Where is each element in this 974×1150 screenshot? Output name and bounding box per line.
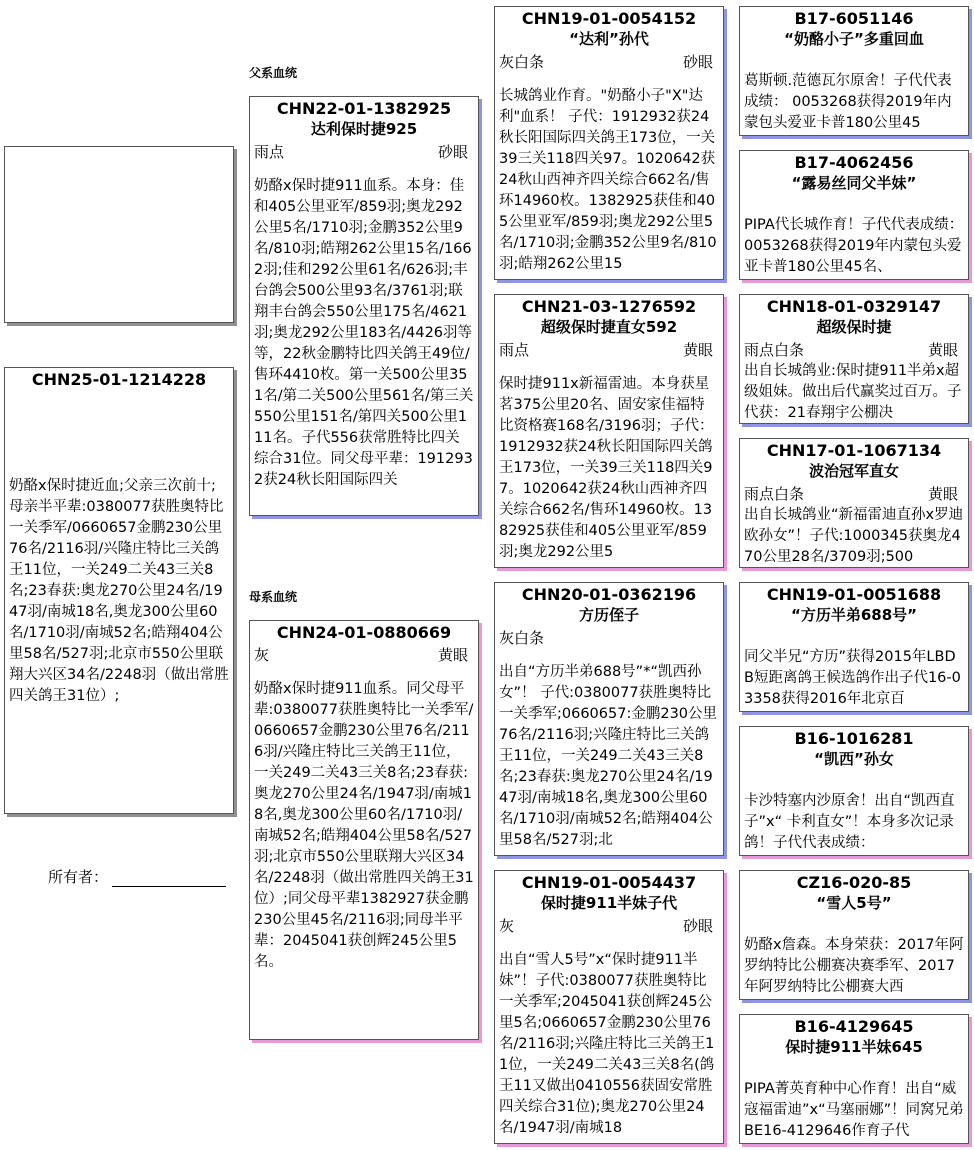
dam-sire-dam-card (739, 726, 969, 856)
sds-traits (740, 339, 968, 361)
dam-line-label: 母系血统 (249, 590, 298, 604)
sss-description: 葛斯顿.范德瓦尔原舍！子代代表成绩： 0053268获得2019年内蒙包头爱亚卡普180公里45 (744, 73, 952, 131)
sire-dam-eye: 黄眼 (682, 341, 713, 359)
sds-eye: 黄眼 (927, 341, 958, 359)
dam-dam-description: 出自“雪人5号”x“保时捷911半妹”！子代:0380077获胜奥特比一关季军;2045041获创辉245公里5名;0660657金鹏230公里76名/2116羽;兴隆庄特比三关鸽王11位，一关249二关43三关8名(鸽王11又做出0410556获固安常胜四关综合31位);奥龙270公里24名/1947羽/南城18 (499, 952, 715, 1136)
dss-name: “方历半弟688号” (790, 606, 918, 624)
sdd-traits (740, 483, 968, 505)
ssd-ring-number: B17-4062456 (794, 153, 914, 172)
sire-dam-sire-card (739, 294, 969, 424)
owner-field (48, 866, 226, 887)
sdd-eye: 黄眼 (927, 485, 958, 503)
ssd-description: PIPA代长城作育！子代代表成绩： 0053268获得2019年内蒙包头爱亚卡普180公里45名、 (744, 217, 964, 275)
sire-description: 奶酪x保时捷911血系。本身：佳和405公里亚军/859羽;奥龙292公里5名/1710羽;金鹏352公里9名/810羽;皓翔262公里15名/1662羽;佳和292公里61名/626羽;丰台鸽会500公里93名/3761羽;联翔丰台鸽会550公里175名/4621羽;奥龙292公里183名/4426羽等等，22秋金鹏特比四关鸽王49位/售环4410枚。第一关500公里351名/第二关500公里561名/第三关550公里151名/第四关500公里111名。子代556获常胜特比四关综合31位。同父母平辈：1912932获24秋长阳国际四关 (254, 178, 474, 488)
sire-sire-description: 长城鸽业作育。"奶酪小子"X"达利"血系！ 子代：1912932获24秋长阳国际四关鸽王173位，一关39三关118四关97。1020642获24秋山西神齐四关综合662名/售环14960枚。1382925获佳和405公里亚军/859羽;奥龙292公里5名/1710羽;金鹏352公里9名/810羽;皓翔262公里15 (499, 88, 717, 272)
dam-sire-card (494, 582, 724, 856)
sds-color: 雨点白条 (744, 341, 805, 359)
dam-sire-ring-number: CHN20-01-0362196 (521, 585, 697, 604)
dam-sire-color: 灰白条 (499, 629, 545, 647)
sire-sire-card (494, 6, 724, 280)
dam-dam-sire-card (739, 870, 969, 1000)
dam-color: 灰 (254, 646, 270, 664)
dam-dam-traits (495, 915, 723, 937)
dam-traits (250, 644, 478, 666)
sdd-description: 出自长城鸽业“新福雷迪直孙x罗迪欧孙女”！子代:1000345获奥龙470公里28名/3709羽;500 (744, 507, 964, 565)
dam-dam-dam-card (739, 1014, 969, 1144)
sire-dam-ring-number: CHN21-03-1276592 (521, 297, 697, 316)
sire-sire-color: 灰白条 (499, 53, 545, 71)
sire-dam-traits (495, 339, 723, 361)
sss-name: “奶酪小子”多重回血 (784, 30, 924, 48)
owner-label: 所有者： (48, 868, 109, 886)
sds-name: 超级保时捷 (816, 318, 892, 336)
dam-dam-eye: 砂眼 (682, 917, 713, 935)
sire-sire-traits (495, 51, 723, 73)
dam-dam-ring-number: CHN19-01-0054437 (521, 873, 697, 892)
sire-card (249, 96, 479, 516)
sds-description: 出自长城鸽业:保时捷911半弟x超级姐妹。做出后代赢奖过百万。子代获：21春翔宇公棚决 (744, 363, 962, 421)
dss-ring-number: CHN19-01-0051688 (766, 585, 942, 604)
sss-ring-number: B17-6051146 (794, 9, 914, 28)
owner-signature-line[interactable] (112, 868, 226, 887)
sdd-ring-number: CHN17-01-1067134 (766, 441, 942, 460)
sire-dam-description: 保时捷911x新福雷迪。本身获星茗375公里20名、固安家佳福特比资格赛168名/3196羽；子代：1912932获24秋长阳国际四关鸽王173位，一关39三关118四关97。1020642获24秋山西神齐四关综合662名/售环14960枚。1382925获佳和405公里亚军/859羽;奥龙292公里5 (499, 376, 714, 560)
dss-description: 同父半兄“方历”获得2015年LBDB短距离鸽王候选鸽作出子代16-03358获得2016年北京百 (744, 649, 961, 707)
subject-description: 奶酪x保时捷近血;父亲三次前十;母亲半平辈:0380077获胜奥特比一关季军/0660657金鹏230公里76名/2116羽/兴隆庄特比三关鸽王11位，一关249二关43三关8名;23春获:奥龙270公里24名/1947羽/南城18名,奥龙300公里60名/1710羽/南城52名;皓翔404公里58名/527羽;北京市550公里联翔大兴区34名/2248羽（做出常胜四关鸽王31位）; (9, 478, 229, 704)
dam-sire-name: 方历侄子 (578, 606, 639, 624)
sdd-name: 波治冠军直女 (808, 462, 899, 480)
sds-ring-number: CHN18-01-0329147 (766, 297, 942, 316)
dam-description: 奶酪x保时捷911血系。同父母平辈:0380077获胜奥特比一关季军/0660657金鹏230公里76名/2116羽/兴隆庄特比三关鸽王11位，一关249二关43三关8名;23春获:奥龙270公里24名/1947羽/南城18名,奥龙300公里60名/1710羽/南城52名;皓翔404公里58名/527羽;北京市550公里联翔大兴区34名/2248羽（做出常胜四关鸽王31位）;同父母平辈1382927获金鹏230公里45名/2116羽;同母半平辈：2045041获创辉245公里5名。 (254, 681, 474, 970)
ddd-ring-number: B16-4129645 (794, 1017, 914, 1036)
dam-sire-sire-card (739, 582, 969, 712)
dds-name: “雪人5号” (816, 894, 892, 912)
dsd-ring-number: B16-1016281 (794, 729, 914, 748)
dds-ring-number: CZ16-020-85 (796, 873, 912, 892)
sire-sire-sire-card (739, 6, 969, 136)
dam-dam-name: 保时捷911半妹子代 (540, 894, 678, 912)
sire-sire-eye: 砂眼 (682, 53, 713, 71)
sire-traits (250, 141, 478, 163)
sire-sire-name: “达利”孙代 (569, 30, 649, 48)
sire-dam-dam-card (739, 438, 969, 568)
sire-eye: 砂眼 (437, 143, 468, 161)
dam-ring-number: CHN24-01-0880669 (276, 623, 452, 642)
sire-sire-dam-card (739, 150, 969, 280)
ddd-name: 保时捷911半妹645 (785, 1038, 923, 1056)
dsd-description: 卡沙特塞内沙原舍！出自“凯西直子”x“ 卡利直女”！本身多次记录鸽！子代代表成绩： (744, 793, 955, 851)
dam-card (249, 620, 479, 1040)
dam-dam-color: 灰 (499, 917, 515, 935)
sire-name: 达利保时捷925 (310, 120, 418, 138)
dam-dam-card (494, 870, 724, 1144)
ssd-name: “露易丝同父半妹” (791, 174, 917, 192)
sire-line-label: 父系血统 (249, 66, 298, 80)
sire-dam-color: 雨点 (499, 341, 530, 359)
dam-sire-traits (495, 627, 723, 649)
subject-card (4, 367, 234, 814)
sire-ring-number: CHN22-01-1382925 (276, 99, 452, 118)
sire-sire-ring-number: CHN19-01-0054152 (521, 9, 697, 28)
dsd-name: “凯西”孙女 (814, 750, 894, 768)
sire-dam-card (494, 294, 724, 568)
pigeon-photo-frame (4, 146, 234, 323)
dam-eye: 黄眼 (437, 646, 468, 664)
dam-sire-description: 出自“方历半弟688号”*“凯西孙女”！ 子代:0380077获胜奥特比一关季军;0660657:金鹏230公里76名/2116羽;兴隆庄特比三关鸽王11位，一关249二关43三关8名;23春获:奥龙270公里24名/1947羽/南城18名,奥龙300公里60名/1710羽/南城52名;皓翔404公里58名/527羽;北 (499, 664, 718, 848)
dds-description: 奶酪x詹森。本身荣获：2017年阿罗纳特比公棚赛决赛季军、2017年阿罗纳特比公棚赛大西 (744, 937, 964, 995)
sire-color: 雨点 (254, 143, 285, 161)
sdd-color: 雨点白条 (744, 485, 805, 503)
subject-ring-number: CHN25-01-1214228 (31, 370, 207, 389)
ddd-description: PIPA菁英育种中心作育！出自“威寇福雷迪”x“马塞丽娜”！同窝兄弟BE16-4129646作育子代 (744, 1081, 964, 1139)
sire-dam-name: 超级保时捷直女592 (540, 318, 678, 336)
